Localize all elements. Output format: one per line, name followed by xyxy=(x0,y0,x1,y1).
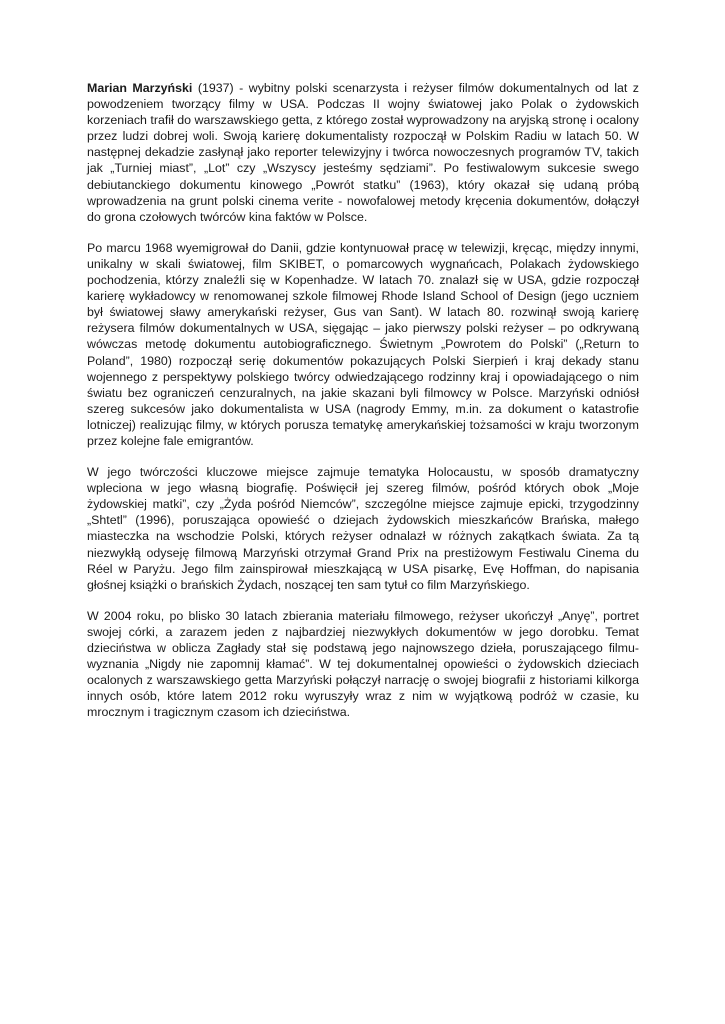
paragraph-holocaust-theme xyxy=(87,464,639,593)
paragraph-1-text: (1937) - wybitny polski scenarzysta i reżyser filmów dokumentalnych od lat z powodzeniem tworzący filmy w USA. Podczas II wojny światowej jako Polak o żydowskich korzeniach trafił do warszawskiego getta, z którego został wyprowadzony na aryjską stronę i ocalony przez ludzi dobrej woli. Swoją karierę dokumentalisty rozpoczął w Polskim Radiu w latach 50. W następnej dekadzie zasłynął jako reporter telewizyjny i twórca nowoczesnych programów TV, takich jak „Turniej miast”, „Lot” czy „Wszyscy jesteśmy sędziami”. Po festiwalowym sukcesie swego debiutanckiego dokumentu kinowego „Powrót statku” (1963), który okazał się udaną próbą wprowadzenia na grunt polski cinema verite - nowofalowej metody kręcenia dokumentów, dołączył do grona czołowych twórców kina faktów w Polsce. xyxy=(87,81,639,224)
paragraph-biography-intro xyxy=(87,80,639,225)
paragraph-3-text: W jego twórczości kluczowe miejsce zajmuje tematyka Holocaustu, w sposób dramatyczny wpleciona w jego własną biografię. Poświęcił jej szereg filmów, pośród których obok „Moje żydowskiej matki”, czy „Żyda pośród Niemców”, szczególne miejsce zajmuje epicki, trzygodzinny „Shtetl” (1996), poruszająca opowieść o dziejach żydowskich mieszkańców Brańska, małego miasteczka na wschodzie Polski, których reżyser odnalazł w różnych zakątkach świata. Za tą niezwykłą odyseję filmową Marzyński otrzymał Grand Prix na prestiżowym Festiwalu Cinema du Réel w Paryżu. Jego film zainspirował mieszkającą w USA pisarkę, Evę Hoffman, do napisania głośnej książki o brańskich Żydach, noszącej ten sam tytuł co film Marzyńskiego. xyxy=(87,465,639,592)
document-page xyxy=(87,80,639,735)
paragraph-recent-works xyxy=(87,608,639,721)
paragraph-emigration xyxy=(87,240,639,449)
subject-name: Marian Marzyński xyxy=(87,81,193,95)
paragraph-4-text: W 2004 roku, po blisko 30 latach zbierania materiału filmowego, reżyser ukończył „Anyę”, portret swojej córki, a zarazem jeden z najbardziej niezwykłych dokumentów w jego dorobku. Temat dzieciństwa w oblicza Zagłady stał się podstawą jego najnowszego dzieła, poruszającego filmu-wyznania „Nigdy nie zapomnij kłamać”. W tej dokumentalnej opowieści o żydowskich dzieciach ocalonych z warszawskiego getta Marzyński połączył narrację o swojej biografii z historiami kilkorga innych osób, które latem 2012 roku wyruszyły wraz z nim w wyjątkową podróż w czasie, ku mrocznym i tragicznym czasom ich dzieciństwa. xyxy=(87,608,639,720)
paragraph-2-text: Po marcu 1968 wyemigrował do Danii, gdzie kontynuował pracę w telewizji, kręcąc, między innymi, unikalny w skali światowej, film SKIBET, o pomarcowych wygnańcach, Polakach żydowskiego pochodzenia, którzy znaleźli się w Kopenhadze. W latach 70. znalazł się w USA, gdzie rozpoczął karierę wykładowcy w renomowanej szkole filmowej Rhode Island School of Design (jego uczniem był światowej sławy amerykański reżyser, Gus van Sant). W latach 80. rozwinął swoją karierę reżysera filmów dokumentalnych w USA, sięgając – jako pierwszy polski reżyser – po odkrywaną wówczas metodę dokumentu autobiograficznego. Świetnym „Powrotem do Polski” („Return to Poland”, 1980) rozpoczął serię dokumentów pokazujących Polski Sierpień i kraj dekady stanu wojennego z perspektywy polskiego twórcy odwiedzającego rodzinny kraj i opowiadającego o nim światu bez ograniczeń cenzuralnych, na jakie skazani byli filmowcy w Polsce. Marzyński odniósł szereg sukcesów jako dokumentalista w USA (nagrody Emmy, m.in. za dokument o katastrofie lotniczej) realizując filmy, w których porusza tematykę amerykańskiej tożsamości w kraju tworzonym przez kolejne fale emigrantów. xyxy=(87,240,639,448)
